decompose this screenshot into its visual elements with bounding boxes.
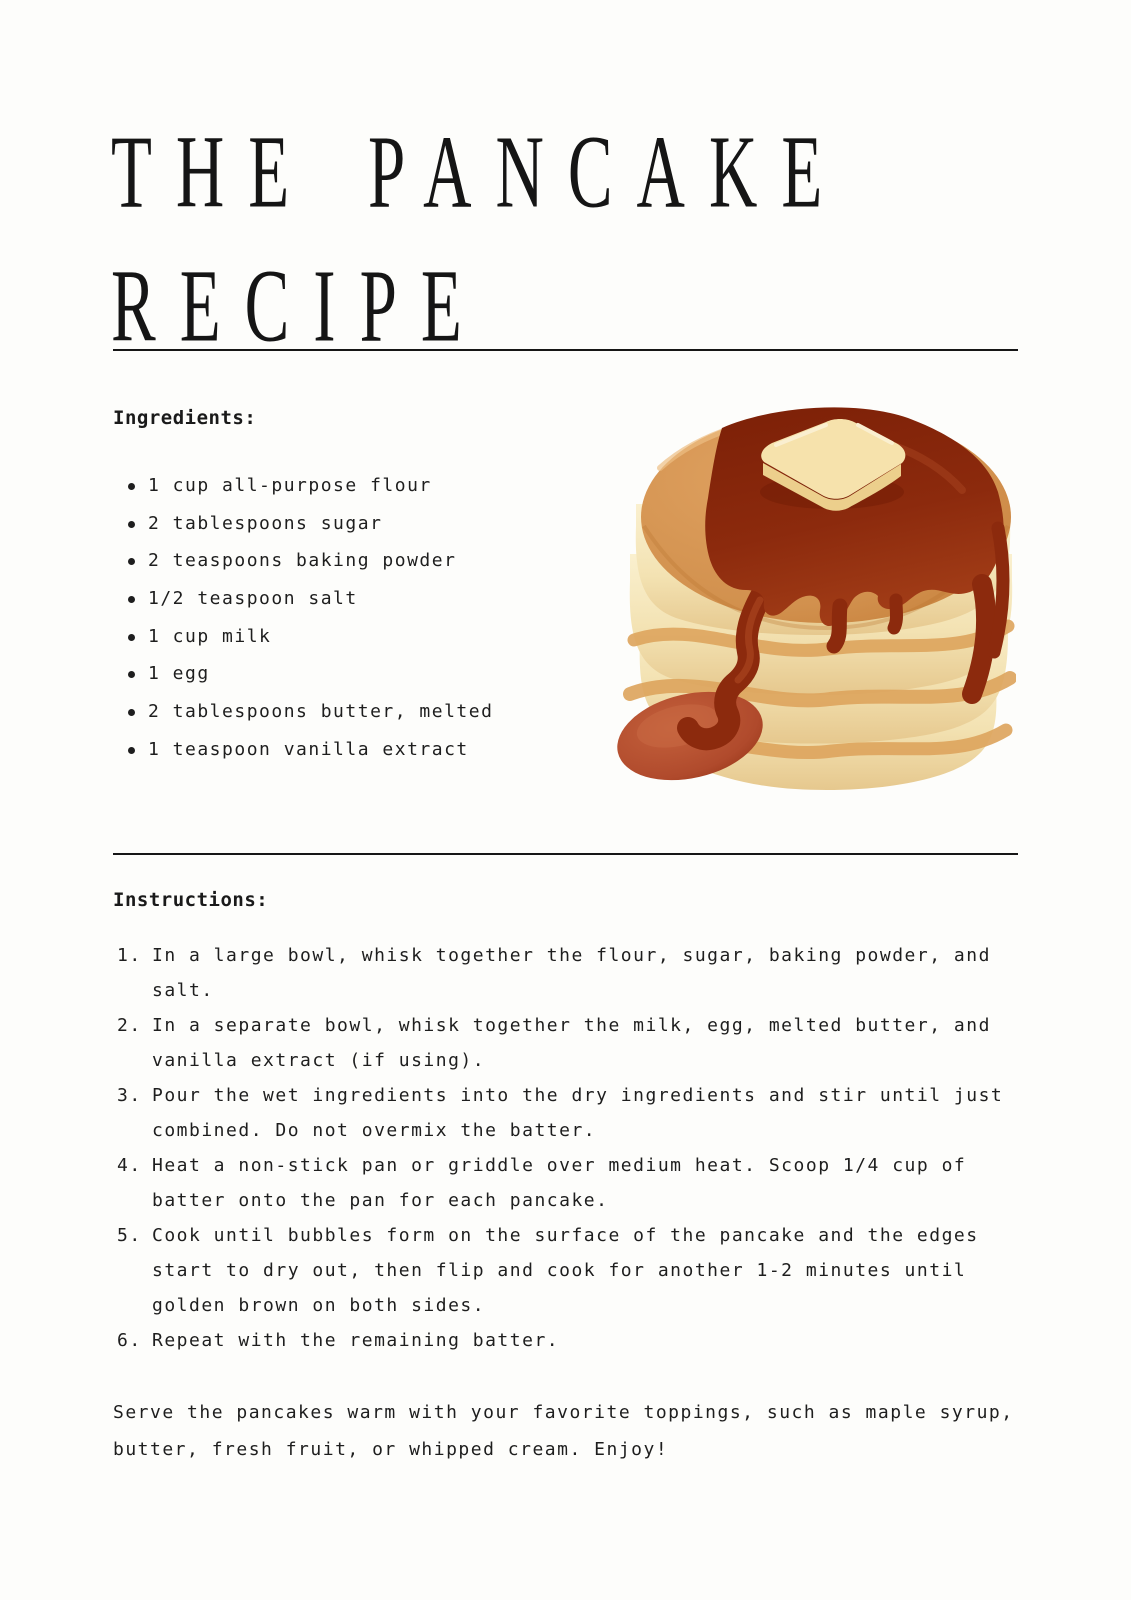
step-number: 1. (117, 945, 142, 966)
ingredient-item: 1 teaspoon vanilla extract (113, 739, 593, 761)
ingredients-heading: Ingredients: (113, 407, 257, 429)
ingredient-item: 1/2 teaspoon salt (113, 588, 593, 610)
divider-bottom (113, 853, 1018, 855)
instructions-heading: Instructions: (113, 889, 269, 911)
ingredient-item: 2 tablespoons butter, melted (113, 701, 593, 723)
step-text: Pour the wet ingredients into the dry ingredients and stir until just combined. Do not overmix the batter. (152, 1085, 1004, 1141)
instruction-step (113, 1008, 1018, 1078)
instructions-list (113, 938, 1018, 1358)
step-text: Cook until bubbles form on the surface of the pancake and the edges start to dry out, then flip and cook for another 1-2 minutes until golden brown on both sides. (152, 1225, 979, 1316)
step-number: 4. (117, 1155, 142, 1176)
ingredient-item: 1 cup all-purpose flour (113, 475, 593, 497)
instruction-step (113, 1078, 1018, 1148)
instruction-step (113, 1148, 1018, 1218)
ingredient-item: 1 egg (113, 663, 593, 685)
step-text: In a separate bowl, whisk together the milk, egg, melted butter, and vanilla extract (if using). (152, 1015, 991, 1071)
ingredient-item: 2 tablespoons sugar (113, 513, 593, 535)
pancake-stack-svg (604, 398, 1016, 792)
ingredient-item: 1 cup milk (113, 626, 593, 648)
instruction-step (113, 938, 1018, 1008)
step-text: Repeat with the remaining batter. (152, 1330, 560, 1351)
step-text: In a large bowl, whisk together the flour, sugar, baking powder, and salt. (152, 945, 991, 1001)
page-title (111, 114, 847, 364)
serving-note: Serve the pancakes warm with your favorite toppings, such as maple syrup, butter, fresh fruit, or whipped cream. Enjoy! (113, 1402, 1014, 1460)
ingredient-item: 2 teaspoons baking powder (113, 550, 593, 572)
step-number: 2. (117, 1015, 142, 1036)
step-number: 5. (117, 1225, 142, 1246)
pancake-stack-illustration (604, 398, 1016, 792)
step-text: Heat a non-stick pan or griddle over medium heat. Scoop 1/4 cup of batter onto the pan for each pancake. (152, 1155, 967, 1211)
divider-top (113, 349, 1018, 351)
step-number: 3. (117, 1085, 142, 1106)
step-number: 6. (117, 1330, 142, 1351)
instruction-step (113, 1218, 1018, 1323)
page-title-line2: RECIPE (111, 248, 486, 364)
page-title-line1: THE PANCAKE (111, 114, 847, 230)
instruction-step (113, 1323, 1018, 1358)
ingredients-list (113, 475, 593, 777)
